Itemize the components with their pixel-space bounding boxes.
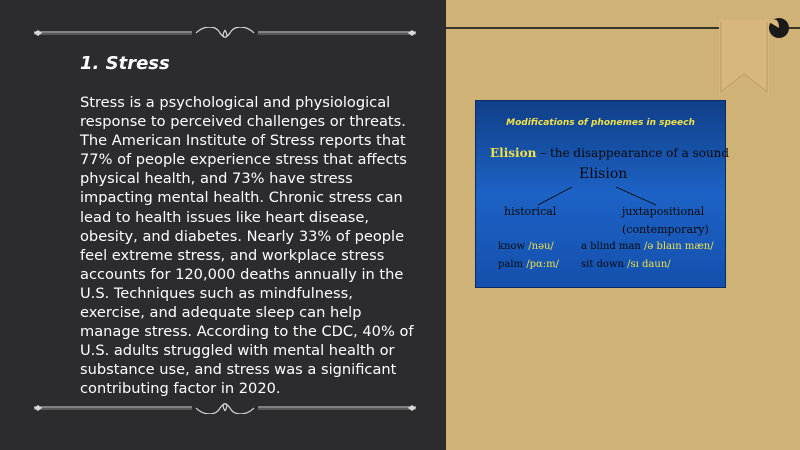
bookmark-icon — [719, 18, 789, 96]
bottom-ornament-divider — [34, 402, 416, 414]
elision-keyword: Elision — [490, 146, 537, 160]
branch-historical: historical — [504, 205, 557, 218]
slide-title: Modifications of phonemes in speech — [506, 118, 695, 128]
elision-definition-text: – the disappearance of a sound — [536, 146, 730, 160]
example-know: know /nəu/ — [498, 241, 554, 252]
elision-slide-image — [475, 100, 730, 288]
example-sit-down: sit down /sı daun/ — [581, 259, 671, 270]
top-ornament-divider — [34, 27, 416, 39]
example-blind-man: a blind man /ə blaın mæn/ — [581, 241, 714, 252]
tree-root-label: Elision — [579, 166, 628, 182]
branch-juxtapositional: juxtapositional — [622, 205, 705, 218]
example-palm: palm /pα:m/ — [498, 259, 559, 270]
section-heading: 1. Stress — [80, 53, 170, 74]
section-body-text: Stress is a psychological and physiological response to perceived challenges or threats. The American Institute of Stress reports that 77% of people experience stress that affects physical health, and 73% have stress impacting mental health. Chronic stress can lead to health issues like heart disease, obesity, and diabetes. Nearly 33% of people feel extreme stress, and workplace stress accounts for 120,000 deaths annually in the U.S. Techniques such as mindfulness, exercise, and adequate sleep can help manage stress. According to the CDC, 40% of U.S. adults struggled with mental health or substance use, and stress was a significant contributing factor in 2020. — [80, 94, 414, 398]
branch-contemporary: (contemporary) — [622, 223, 709, 236]
